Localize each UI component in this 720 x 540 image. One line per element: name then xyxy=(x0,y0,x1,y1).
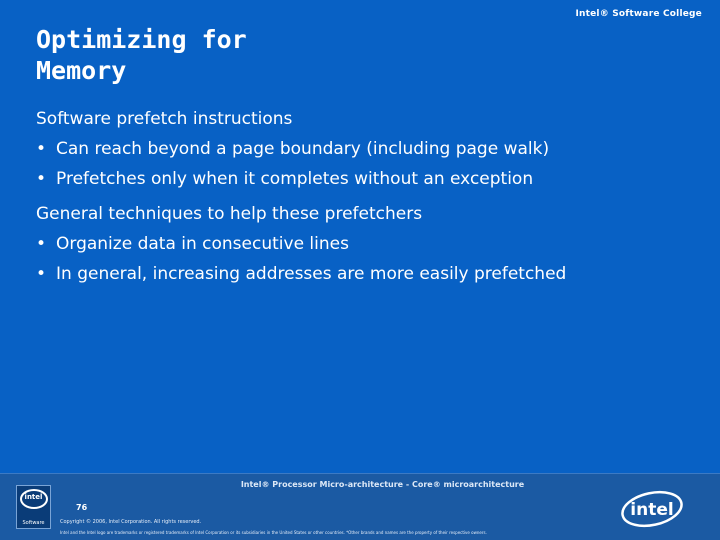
badge-word: intel xyxy=(24,493,43,501)
section-software-prefetch xyxy=(36,104,706,194)
bullet-item xyxy=(36,259,706,289)
section-heading: Software prefetch instructions xyxy=(36,109,293,129)
brand-label: Intel® Software College xyxy=(575,9,702,19)
bullet-text: In general, increasing addresses are more easily prefetched xyxy=(56,264,567,284)
bullet-icon: • xyxy=(36,139,47,159)
slide-title xyxy=(36,24,416,86)
copyright-text: Copyright © 2006, Intel Corporation. All rights reserved. xyxy=(60,519,202,525)
bullet-icon: • xyxy=(36,264,47,284)
page-number: 76 xyxy=(76,503,88,512)
intel-logo-word: intel xyxy=(630,500,674,520)
slide-title-line-2: Memory xyxy=(36,56,127,85)
trademark-text: Intel and the Intel logo are trademarks or registered trademarks of Intel Corporation or its subsidiaries in the United States or other countries. *Other brands and names are the property of their respective owners. xyxy=(60,530,487,535)
intel-software-badge-icon xyxy=(16,485,51,529)
bullet-item xyxy=(36,164,706,194)
section-heading: General techniques to help these prefetchers xyxy=(36,204,423,224)
badge-sub: Software xyxy=(22,520,45,526)
bullet-text: Can reach beyond a page boundary (including page walk) xyxy=(56,139,550,159)
section-general-techniques xyxy=(36,199,706,289)
slide-body xyxy=(36,104,706,294)
intel-logo-icon xyxy=(620,487,686,529)
footer-course-title: Intel® Processor Micro-architecture - Core® microarchitecture xyxy=(240,480,525,489)
slide-title-line-1: Optimizing for xyxy=(36,25,247,54)
bullet-text: Prefetches only when it completes without an exception xyxy=(56,169,534,189)
bullet-item xyxy=(36,229,706,259)
bullet-item xyxy=(36,134,706,164)
bullet-icon: • xyxy=(36,169,47,189)
footer-divider xyxy=(0,473,720,474)
bullet-icon: • xyxy=(36,234,47,254)
bullet-text: Organize data in consecutive lines xyxy=(56,234,349,254)
